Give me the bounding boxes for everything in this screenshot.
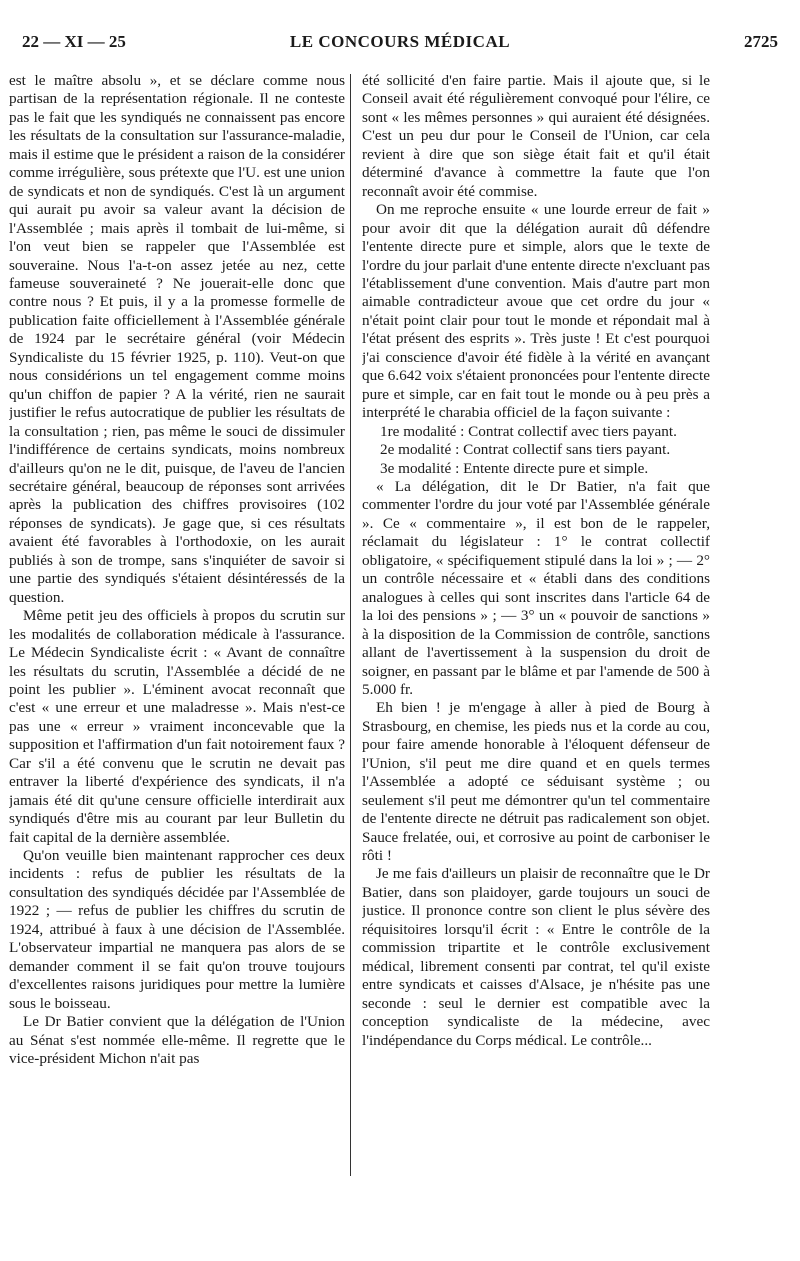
issue-date: 22 — XI — 25 xyxy=(22,32,126,51)
paragraph: Eh bien ! je m'engage à aller à pied de Bourg à Strasbourg, en chemise, les pieds nus et la corde au cou, pour faire amende honorable à l'éloquent défenseur de l'Union, s'il peut me dire quand et en quels termes l'Assemblée a adopté ce séduisant système ; ou seulement s'il peut me démontrer qu'un tel commentaire de l'entente directe ne détruit pas radicalement son objet. Sauce frelatée, oui, et corrosive au point de carboniser le rôti ! xyxy=(362,699,710,865)
right-column xyxy=(362,72,710,1182)
paragraph: Le Dr Batier convient que la délégation de l'Union au Sénat s'est nommée elle-même. Il regrette que le vice-président Michon n'ait pas xyxy=(9,1013,345,1068)
column-divider xyxy=(350,74,351,1176)
paragraph: est le maître absolu », et se déclare comme nous partisan de la représentation régionale. Il ne conteste pas le fait que les syndiqués ne connaissent pas encore les résultats de la consultation sur l'assurance-maladie, mais il estime que le président a raison de la considérer comme irrégulière, sous prétexte que l'U. est une union de syndicats et non de syndiqués. C'est là un argument qui aurait pu avoir sa valeur avant la décision de l'Assemblée ; mais après il tombait de lui-même, si l'on veut bien se rappeler que l'Assemblée est souveraine. Nous l'a-t-on assez jetée au nez, cette fameuse souveraineté ? Ne jouerait-elle donc que contre nous ? Et puis, il y a la promesse formelle de publication faite officiellement à l'Assemblée générale de 1924 par le secrétaire général (voir Médecin Syndicaliste du 15 février 1925, p. 110). Veut-on que nous considérions un tel engagement comme moins qu'un chiffon de papier ? A la vérité, rien ne saurait justifier le refus autocratique de publier les résultats de la consultation ; rien, pas même le souci de dissimuler l'indifférence de certains syndicats, moins nombreux d'ailleurs qu'on ne le dit, puisque, de l'aveu de l'ancien secrétaire général, beaucoup de réponses sont arrivées après la publication des chiffres provisoires (102 réponses de syndicats). Je gage que, si ces résultats avaient été favorables à l'orthodoxie, on les aurait publiés à son de trompe, sans s'inquiéter de savoir si une partie des syndiqués s'étaient désintéressés de la question. xyxy=(9,72,345,606)
paragraph: Même petit jeu des officiels à propos du scrutin sur les modalités de collaboration médicale à l'assurance. Le Médecin Syndicaliste écrit : « Avant de connaître les résultats du scrutin, l'Assemblée a décidé de ne point les publier ». L'éminent avocat reconnaît que c'est « une erreur et une maladresse ». Mais n'est-ce pas une « erreur » vraiment inconcevable que la supposition et l'affirmation d'un fait notoirement faux ? Car s'il a été convenu que le scrutin ne devait pas entraver la liberté d'expérience des syndicats, il n'a jamais été dit qu'une censure officielle interdirait aux syndiqués d'être mis au courant par leur Bulletin du fait capital de la dernière assemblée. xyxy=(9,607,345,846)
page-number: 2725 xyxy=(744,32,778,51)
modality-item: 2e modalité : Contrat collectif sans tiers payant. xyxy=(380,441,671,459)
paragraph: été sollicité d'en faire partie. Mais il ajoute que, si le Conseil avait été régulièrement convoqué pour l'élire, ce sont « les mêmes personnes » qui auraient été désignées. C'est un peu dur pour le Conseil de l'Union, car cela revient à dire que son siège était fait et qu'il était déterminé d'avance à commettre la faute que l'on reconnaît avoir été commise. xyxy=(362,72,710,200)
modality-item: 3e modalité : Entente directe pure et simple. xyxy=(380,459,649,477)
paragraph: « La délégation, dit le Dr Batier, n'a fait que commenter l'ordre du jour voté par l'Assemblée générale ». Ce « commentaire », il est bon de le rappeler, réclamait du législateur : 1° le contrat collectif obligatoire, « spécifiquement stipulé dans la loi » ; — 2° un contrôle nécessaire et « établi dans des conditions analogues à celles qui sont inscrites dans l'article 64 de la loi des pensions » ; — 3° un « pouvoir de sanctions » à la disposition de la Commission de contrôle, sanctions allant de l'avertissement à la suspension du droit de soigner, en passant par le blâme et par l'amende de 500 à 5.000 fr. xyxy=(362,477,710,698)
journal-title: LE CONCOURS MÉDICAL xyxy=(289,32,511,51)
paragraph: Je me fais d'ailleurs un plaisir de reconnaître que le Dr Batier, dans son plaidoyer, garde toujours un souci de justice. Il prononce contre son client le plus sévère des réquisitoires lorsqu'il écrit : « Entre le contrôle de la commission tripartite et le contrôle exclusivement médical, librement consenti par contrat, tel qu'il existe entre syndicats et caisses d'Alsace, je n'hésite pas une seconde : seul le dernier est compatible avec la conception syndicaliste de la médecine, avec l'indépendance du Corps médical. Le contrôle... xyxy=(362,865,710,1049)
paragraph: Qu'on veuille bien maintenant rapprocher ces deux incidents : refus de publier les résultats de la consultation des syndiqués décidée par l'Assemblée de 1922 ; — refus de publier les chiffres du scrutin de 1924, attribué à faux à une décision de l'Assemblée. L'observateur impartial ne manquera pas alors de se demander comment il se fait qu'on trouve toujours d'excellentes raisons juridiques pour mettre la lumière sous le boisseau. xyxy=(9,847,345,1012)
paragraph: On me reproche ensuite « une lourde erreur de fait » pour avoir dit que la délégation aurait dû défendre l'entente directe pure et simple, alors que le texte de l'ordre du jour parlait d'une entente directe n'excluant pas l'établissement d'une convention. Mais d'autre part mon aimable contradicteur avoue que cet ordre du jour « n'était point clair pour tout le monde et répondait mal à l'état présent des esprits ». Très juste ! Et c'est pourquoi j'ai conscience d'avoir été fidèle à la vérité en avançant que 6.642 voix s'étaient prononcées pour l'entente directe pure et simple, car en fait tout le monde ou à peu près a interprété le charabia officiel de la façon suivante : xyxy=(362,201,710,422)
running-header xyxy=(22,30,778,56)
left-column xyxy=(9,72,345,1182)
modality-item: 1re modalité : Contrat collectif avec tiers payant. xyxy=(380,422,677,440)
